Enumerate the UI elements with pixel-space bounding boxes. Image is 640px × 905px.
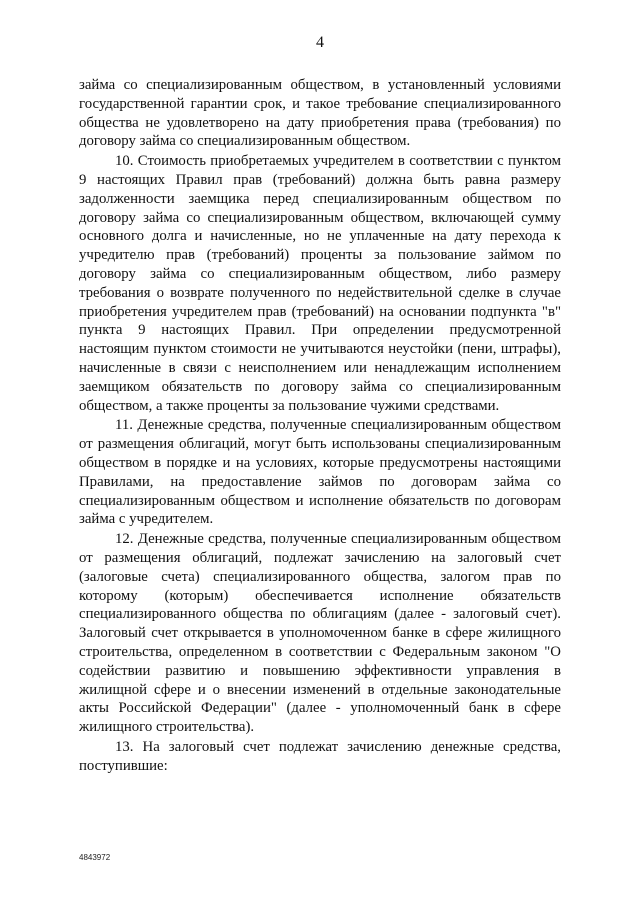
document-code: 4843972 [79, 853, 111, 862]
paragraph-13: 13. На залоговый счет подлежат зачислению денежные средства, поступившие: [79, 738, 561, 774]
paragraph-10: 10. Стоимость приобретаемых учредителем в соответствии с пунктом 9 настоящих Правил прав (требований) должна быть равна размеру задолженности заемщика перед специализированным обществом по договору займа со специализированным обществом, включающей сумму основного долга и начисленные, но не уплаченные на дату перехода к учредителю прав (требований) проценты за пользование займом по договору займа со специализированным обществом, либо размеру требования о возврате полученного по недействительной сделке в случае приобретения учредителем прав (требований) на основании подпункта "в" пункта 9 настоящих Правил. При определении предусмотренной настоящим пунктом стоимости не учитываются неустойки (пени, штрафы), начисленные в связи с неисполнением или ненадлежащим исполнением заемщиком обязательств по договору займа со специализированным обществом, а также проценты за пользование чужими средствами. [79, 153, 561, 414]
paragraph-continuation: займа со специализированным обществом, в установленный условиями государственной гарантии срок, и такое требование специализированного общества не удовлетворено на дату приобретения права (требования) по договору займа со специализированным обществом. [79, 77, 561, 150]
page-number: 4 [316, 34, 324, 51]
document-body [79, 76, 561, 776]
paragraph-11: 11. Денежные средства, полученные специализированным обществом от размещения облигаций, могут быть использованы специализированным обществом в порядке и на условиях, которые предусмотрены настоящими Правилами, на предоставление займов по договорам займа со специализированным обществом и исполнение обязательств по договорам займа с учредителем. [79, 417, 561, 528]
paragraph-12: 12. Денежные средства, полученные специализированным обществом от размещения облигаций, подлежат зачислению на залоговый счет (залоговые счета) специализированного общества, залогом прав по которому (которым) обеспечивается исполнение обязательств специализированного общества по облигациям (далее - залоговый счет). Залоговый счет открывается в уполномоченном банке в сфере жилищного строительства, определенном в соответствии с Федеральным законом "О содействии развитию и повышению эффективности управления в жилищной сфере и о внесении изменений в отдельные законодательные акты Российской Федерации" (далее - уполномоченный банк в сфере жилищного строительства). [79, 531, 561, 736]
